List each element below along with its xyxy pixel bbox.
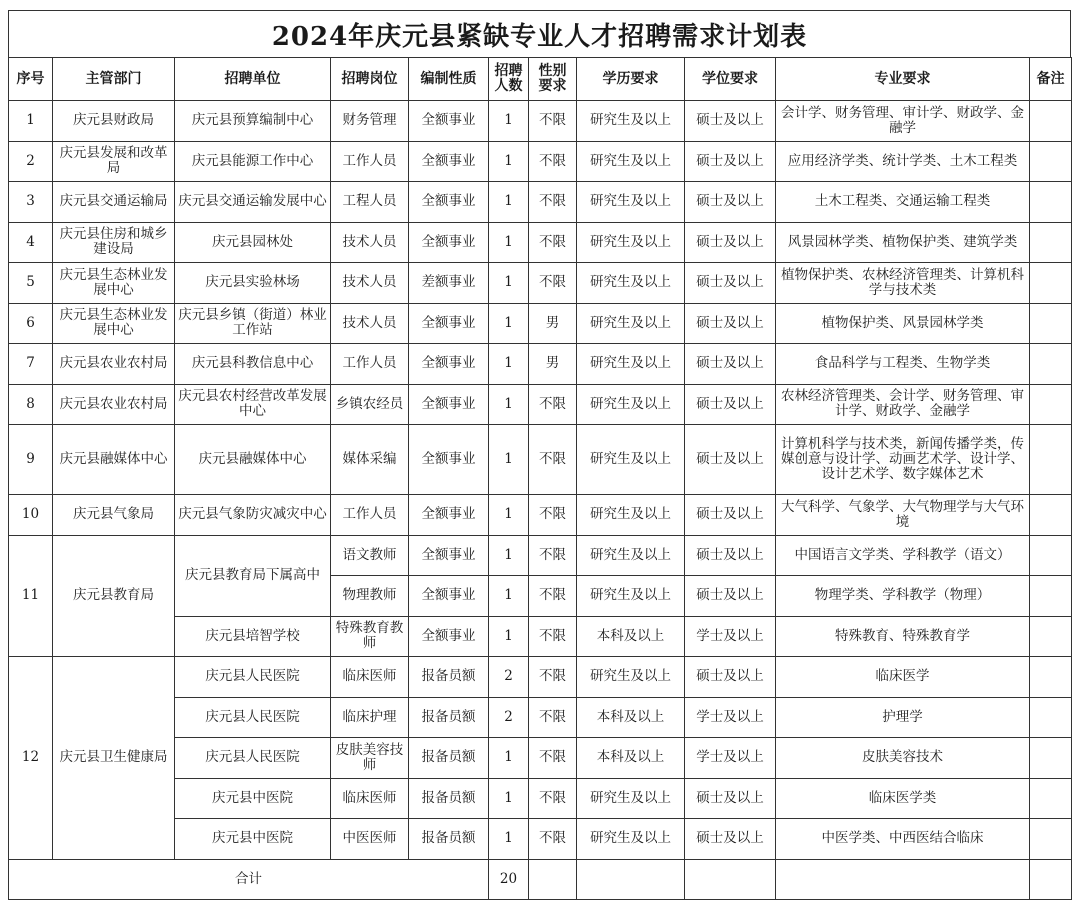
table-row xyxy=(9,182,1072,223)
cell-major: 风景园林学类、植物保护类、建筑学类 xyxy=(776,222,1030,263)
cell-degree: 硕士及以上 xyxy=(685,657,776,698)
cell-count: 1 xyxy=(489,616,529,657)
header-edu: 学历要求 xyxy=(577,58,685,101)
cell-note xyxy=(1030,819,1072,860)
cell-gender: 不限 xyxy=(529,778,577,819)
cell-degree: 硕士及以上 xyxy=(685,263,776,304)
cell-dept: 庆元县生态林业发展中心 xyxy=(53,303,175,344)
cell-dept: 庆元县住房和城乡建设局 xyxy=(53,222,175,263)
header-nature: 编制性质 xyxy=(409,58,489,101)
cell-count: 1 xyxy=(489,182,529,223)
cell-dept: 庆元县生态林业发展中心 xyxy=(53,263,175,304)
header-degree: 学位要求 xyxy=(685,58,776,101)
cell-edu: 研究生及以上 xyxy=(577,101,685,142)
cell-unit: 庆元县融媒体中心 xyxy=(175,425,331,495)
cell-unit: 庆元县中医院 xyxy=(175,819,331,860)
cell-note xyxy=(1030,384,1072,425)
cell-seq: 12 xyxy=(9,657,53,860)
cell-post: 物理教师 xyxy=(331,576,409,617)
cell-degree: 学士及以上 xyxy=(685,697,776,738)
cell-gender: 不限 xyxy=(529,576,577,617)
cell-major: 应用经济学类、统计学类、土木工程类 xyxy=(776,141,1030,182)
cell-gender: 不限 xyxy=(529,141,577,182)
table-row xyxy=(9,535,1072,576)
cell-edu: 研究生及以上 xyxy=(577,303,685,344)
header-note: 备注 xyxy=(1030,58,1072,101)
cell-seq: 7 xyxy=(9,344,53,385)
cell-gender: 不限 xyxy=(529,263,577,304)
header-unit: 招聘单位 xyxy=(175,58,331,101)
cell-unit: 庆元县培智学校 xyxy=(175,616,331,657)
cell-major: 物理学类、学科教学（物理） xyxy=(776,576,1030,617)
table-row xyxy=(9,495,1072,536)
cell-count: 1 xyxy=(489,222,529,263)
cell-dept: 庆元县农业农村局 xyxy=(53,384,175,425)
cell-major: 植物保护类、风景园林学类 xyxy=(776,303,1030,344)
cell-note xyxy=(1030,182,1072,223)
cell-unit: 庆元县教育局下属高中 xyxy=(175,535,331,616)
header-post: 招聘岗位 xyxy=(331,58,409,101)
cell-count: 1 xyxy=(489,141,529,182)
header-row xyxy=(9,58,1072,101)
cell-post: 工程人员 xyxy=(331,182,409,223)
cell-major: 大气科学、气象学、大气物理学与大气环境 xyxy=(776,495,1030,536)
cell-gender: 不限 xyxy=(529,657,577,698)
cell-post: 语文教师 xyxy=(331,535,409,576)
table-row xyxy=(9,344,1072,385)
cell-gender: 男 xyxy=(529,344,577,385)
total-empty xyxy=(776,859,1030,899)
cell-degree: 硕士及以上 xyxy=(685,384,776,425)
cell-note xyxy=(1030,616,1072,657)
cell-post: 中医医师 xyxy=(331,819,409,860)
cell-count: 1 xyxy=(489,778,529,819)
cell-edu: 研究生及以上 xyxy=(577,657,685,698)
cell-post: 技术人员 xyxy=(331,303,409,344)
cell-seq: 1 xyxy=(9,101,53,142)
cell-note xyxy=(1030,697,1072,738)
cell-post: 技术人员 xyxy=(331,222,409,263)
cell-edu: 研究生及以上 xyxy=(577,222,685,263)
cell-seq: 8 xyxy=(9,384,53,425)
header-seq: 序号 xyxy=(9,58,53,101)
cell-edu: 研究生及以上 xyxy=(577,263,685,304)
cell-nature: 差额事业 xyxy=(409,263,489,304)
cell-dept: 庆元县交通运输局 xyxy=(53,182,175,223)
cell-nature: 全额事业 xyxy=(409,535,489,576)
cell-seq: 9 xyxy=(9,425,53,495)
cell-major: 临床医学类 xyxy=(776,778,1030,819)
cell-major: 护理学 xyxy=(776,697,1030,738)
cell-degree: 硕士及以上 xyxy=(685,425,776,495)
header-dept: 主管部门 xyxy=(53,58,175,101)
cell-edu: 研究生及以上 xyxy=(577,344,685,385)
cell-gender: 不限 xyxy=(529,535,577,576)
cell-nature: 全额事业 xyxy=(409,222,489,263)
cell-nature: 全额事业 xyxy=(409,101,489,142)
cell-dept: 庆元县教育局 xyxy=(53,535,175,657)
cell-nature: 全额事业 xyxy=(409,344,489,385)
cell-dept: 庆元县融媒体中心 xyxy=(53,425,175,495)
cell-note xyxy=(1030,657,1072,698)
cell-degree: 硕士及以上 xyxy=(685,303,776,344)
cell-nature: 全额事业 xyxy=(409,425,489,495)
cell-degree: 硕士及以上 xyxy=(685,344,776,385)
table-row xyxy=(9,263,1072,304)
cell-edu: 研究生及以上 xyxy=(577,819,685,860)
cell-edu: 本科及以上 xyxy=(577,738,685,779)
cell-degree: 硕士及以上 xyxy=(685,495,776,536)
cell-nature: 报备员额 xyxy=(409,819,489,860)
cell-major: 食品科学与工程类、生物学类 xyxy=(776,344,1030,385)
cell-gender: 不限 xyxy=(529,101,577,142)
cell-seq: 4 xyxy=(9,222,53,263)
recruitment-table xyxy=(8,57,1072,900)
cell-nature: 全额事业 xyxy=(409,182,489,223)
cell-edu: 本科及以上 xyxy=(577,697,685,738)
table-row xyxy=(9,384,1072,425)
cell-unit: 庆元县人民医院 xyxy=(175,697,331,738)
cell-degree: 硕士及以上 xyxy=(685,101,776,142)
cell-unit: 庆元县气象防灾减灾中心 xyxy=(175,495,331,536)
cell-edu: 研究生及以上 xyxy=(577,495,685,536)
cell-unit: 庆元县中医院 xyxy=(175,778,331,819)
cell-nature: 全额事业 xyxy=(409,303,489,344)
cell-count: 1 xyxy=(489,344,529,385)
cell-count: 2 xyxy=(489,697,529,738)
cell-major: 临床医学 xyxy=(776,657,1030,698)
cell-degree: 硕士及以上 xyxy=(685,222,776,263)
total-empty xyxy=(685,859,776,899)
cell-gender: 不限 xyxy=(529,738,577,779)
cell-nature: 全额事业 xyxy=(409,384,489,425)
cell-dept: 庆元县农业农村局 xyxy=(53,344,175,385)
cell-edu: 本科及以上 xyxy=(577,616,685,657)
cell-gender: 不限 xyxy=(529,182,577,223)
cell-unit: 庆元县人民医院 xyxy=(175,738,331,779)
cell-degree: 硕士及以上 xyxy=(685,141,776,182)
cell-post: 技术人员 xyxy=(331,263,409,304)
cell-post: 特殊教育教师 xyxy=(331,616,409,657)
cell-edu: 研究生及以上 xyxy=(577,384,685,425)
cell-degree: 硕士及以上 xyxy=(685,778,776,819)
cell-count: 2 xyxy=(489,657,529,698)
cell-note xyxy=(1030,344,1072,385)
cell-unit: 庆元县科教信息中心 xyxy=(175,344,331,385)
page-title: 2024年庆元县紧缺专业人才招聘需求计划表 xyxy=(8,10,1071,57)
cell-degree: 硕士及以上 xyxy=(685,819,776,860)
cell-post: 临床医师 xyxy=(331,778,409,819)
table-row xyxy=(9,222,1072,263)
cell-note xyxy=(1030,222,1072,263)
cell-gender: 不限 xyxy=(529,384,577,425)
cell-count: 1 xyxy=(489,819,529,860)
cell-seq: 6 xyxy=(9,303,53,344)
cell-seq: 5 xyxy=(9,263,53,304)
cell-gender: 不限 xyxy=(529,697,577,738)
cell-gender: 不限 xyxy=(529,819,577,860)
cell-note xyxy=(1030,738,1072,779)
total-empty xyxy=(577,859,685,899)
cell-nature: 报备员额 xyxy=(409,697,489,738)
cell-major: 中国语言文学类、学科教学（语文） xyxy=(776,535,1030,576)
cell-gender: 男 xyxy=(529,303,577,344)
cell-nature: 全额事业 xyxy=(409,616,489,657)
cell-edu: 研究生及以上 xyxy=(577,141,685,182)
cell-post: 临床医师 xyxy=(331,657,409,698)
cell-count: 1 xyxy=(489,535,529,576)
cell-note xyxy=(1030,101,1072,142)
cell-dept: 庆元县财政局 xyxy=(53,101,175,142)
table-row xyxy=(9,101,1072,142)
cell-count: 1 xyxy=(489,576,529,617)
cell-degree: 硕士及以上 xyxy=(685,182,776,223)
cell-major: 农林经济管理类、会计学、财务管理、审计学、财政学、金融学 xyxy=(776,384,1030,425)
cell-unit: 庆元县能源工作中心 xyxy=(175,141,331,182)
cell-post: 工作人员 xyxy=(331,141,409,182)
cell-note xyxy=(1030,778,1072,819)
cell-gender: 不限 xyxy=(529,222,577,263)
cell-count: 1 xyxy=(489,303,529,344)
cell-note xyxy=(1030,495,1072,536)
cell-unit: 庆元县人民医院 xyxy=(175,657,331,698)
cell-edu: 研究生及以上 xyxy=(577,535,685,576)
cell-dept: 庆元县卫生健康局 xyxy=(53,657,175,860)
header-major: 专业要求 xyxy=(776,58,1030,101)
cell-count: 1 xyxy=(489,738,529,779)
cell-seq: 10 xyxy=(9,495,53,536)
cell-post: 工作人员 xyxy=(331,344,409,385)
table-row xyxy=(9,657,1072,698)
cell-seq: 2 xyxy=(9,141,53,182)
cell-note xyxy=(1030,535,1072,576)
cell-degree: 学士及以上 xyxy=(685,616,776,657)
cell-post: 皮肤美容技师 xyxy=(331,738,409,779)
cell-dept: 庆元县发展和改革局 xyxy=(53,141,175,182)
cell-seq: 11 xyxy=(9,535,53,657)
cell-post: 工作人员 xyxy=(331,495,409,536)
cell-count: 1 xyxy=(489,263,529,304)
cell-edu: 研究生及以上 xyxy=(577,425,685,495)
cell-post: 临床护理 xyxy=(331,697,409,738)
table-row xyxy=(9,303,1072,344)
cell-gender: 不限 xyxy=(529,425,577,495)
cell-note xyxy=(1030,425,1072,495)
cell-note xyxy=(1030,303,1072,344)
cell-gender: 不限 xyxy=(529,616,577,657)
cell-post: 财务管理 xyxy=(331,101,409,142)
cell-post: 媒体采编 xyxy=(331,425,409,495)
cell-major: 会计学、财务管理、审计学、财政学、金融学 xyxy=(776,101,1030,142)
total-empty xyxy=(1030,859,1072,899)
cell-edu: 研究生及以上 xyxy=(577,778,685,819)
cell-major: 计算机科学与技术类，新闻传播学类，传媒创意与设计学、动画艺术学、设计学、设计艺术学、数字媒体艺术 xyxy=(776,425,1030,495)
cell-unit: 庆元县预算编制中心 xyxy=(175,101,331,142)
cell-note xyxy=(1030,141,1072,182)
cell-count: 1 xyxy=(489,101,529,142)
cell-seq: 3 xyxy=(9,182,53,223)
cell-count: 1 xyxy=(489,425,529,495)
total-label: 合计 xyxy=(9,859,489,899)
cell-nature: 全额事业 xyxy=(409,495,489,536)
cell-edu: 研究生及以上 xyxy=(577,182,685,223)
cell-edu: 研究生及以上 xyxy=(577,576,685,617)
total-count: 20 xyxy=(489,859,529,899)
cell-gender: 不限 xyxy=(529,495,577,536)
cell-major: 土木工程类、交通运输工程类 xyxy=(776,182,1030,223)
cell-unit: 庆元县农村经营改革发展中心 xyxy=(175,384,331,425)
cell-unit: 庆元县园林处 xyxy=(175,222,331,263)
cell-degree: 硕士及以上 xyxy=(685,535,776,576)
cell-major: 中医学类、中西医结合临床 xyxy=(776,819,1030,860)
cell-major: 皮肤美容技术 xyxy=(776,738,1030,779)
total-empty xyxy=(529,859,577,899)
cell-degree: 硕士及以上 xyxy=(685,576,776,617)
cell-nature: 全额事业 xyxy=(409,576,489,617)
cell-unit: 庆元县乡镇（街道）林业工作站 xyxy=(175,303,331,344)
cell-major: 植物保护类、农林经济管理类、计算机科学与技术类 xyxy=(776,263,1030,304)
cell-nature: 报备员额 xyxy=(409,738,489,779)
table-row xyxy=(9,141,1072,182)
cell-unit: 庆元县交通运输发展中心 xyxy=(175,182,331,223)
header-gender: 性别要求 xyxy=(529,58,577,101)
cell-unit: 庆元县实验林场 xyxy=(175,263,331,304)
cell-post: 乡镇农经员 xyxy=(331,384,409,425)
cell-nature: 报备员额 xyxy=(409,778,489,819)
cell-note xyxy=(1030,263,1072,304)
header-count: 招聘人数 xyxy=(489,58,529,101)
cell-count: 1 xyxy=(489,384,529,425)
total-row xyxy=(9,859,1072,899)
cell-note xyxy=(1030,576,1072,617)
cell-degree: 学士及以上 xyxy=(685,738,776,779)
cell-count: 1 xyxy=(489,495,529,536)
cell-nature: 全额事业 xyxy=(409,141,489,182)
cell-major: 特殊教育、特殊教育学 xyxy=(776,616,1030,657)
cell-dept: 庆元县气象局 xyxy=(53,495,175,536)
cell-nature: 报备员额 xyxy=(409,657,489,698)
table-row xyxy=(9,425,1072,495)
